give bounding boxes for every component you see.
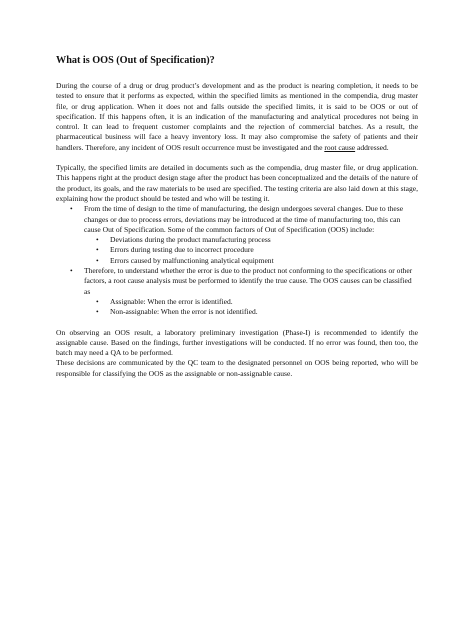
root-cause-link[interactable]: root cause — [324, 142, 356, 152]
list-item-text: From the time of design to the time of manufacturing, the design undergoes several changes. Due to these changes or due to process errors, deviations may be introduced at the time of manufacturing too, this can cause Out of Specification. Some of the common factors of Out of Specification (OOS) include: — [84, 204, 404, 234]
intro-paragraph-text: During the course of a drug or drug product’s development and as the product is nearing completion, it needs to be tested to ensure that it performs as expected, within the specified limits as mentioned in the compendia, drug master file, or drug application. When it does not and falls outside the specified limits, it is said to be OOS or out of specification. If this happens often, it is an indication of the manufacturing and analytical procedures not being in control. It can lead to frequent customer complaints and the rejection of commercial batches. As a result, the pharmaceutical business will face a heavy inventory loss. It may also compromise the safety of patients and their handlers. Therefore, any incident of OOS result occurrence must be investigated and the — [56, 81, 418, 152]
specified-limits-paragraph: Typically, the specified limits are detailed in documents such as the compendia, drug master file, or drug application. This happens right at the product design stage after the product has been conceptualized and the details of the nature of the product, its goals, and the raw materials to be used are specified. The testing criteria are also laid down at this stage, explaining how the product should be tested and who will be testing it. — [56, 163, 418, 203]
sub-list-item: • Non-assignable: When the error is not identified. — [84, 307, 418, 317]
document-page — [56, 55, 418, 379]
sub-list-item: • Errors during testing due to incorrect procedure — [84, 245, 418, 255]
intro-paragraph — [56, 81, 418, 153]
decisions-paragraph: These decisions are communicated by the QC team to the designated personnel on OOS being reported, who will be responsible for classifying the OOS as the assignable or non-assignable cause. — [56, 358, 418, 378]
bullet-list — [56, 204, 418, 317]
page-title: What is OOS (Out of Specification)? — [56, 55, 215, 66]
sub-list-item: • Assignable: When the error is identified. — [84, 297, 418, 307]
sub-list-item: • Errors caused by malfunctioning analytical equipment — [84, 256, 418, 266]
sub-bullet-list — [84, 235, 418, 266]
investigation-paragraph: On observing an OOS result, a laboratory preliminary investigation (Phase-I) is recommended to identify the assignable cause. Based on the findings, further investigations will be conducted. If no error was found, then too, the batch may need a QA to be performed. — [56, 327, 418, 358]
sub-bullet-list — [84, 297, 418, 318]
sub-list-item: • Deviations during the product manufacturing process — [84, 235, 418, 245]
list-item-text: Therefore, to understand whether the error is due to the product not conforming to the specifications or other factors, a root cause analysis must be performed to identify the true cause. The OOS causes can be classified as — [84, 266, 413, 296]
intro-paragraph-end: addressed. — [355, 142, 389, 152]
list-item — [56, 266, 418, 317]
list-item — [56, 204, 418, 266]
